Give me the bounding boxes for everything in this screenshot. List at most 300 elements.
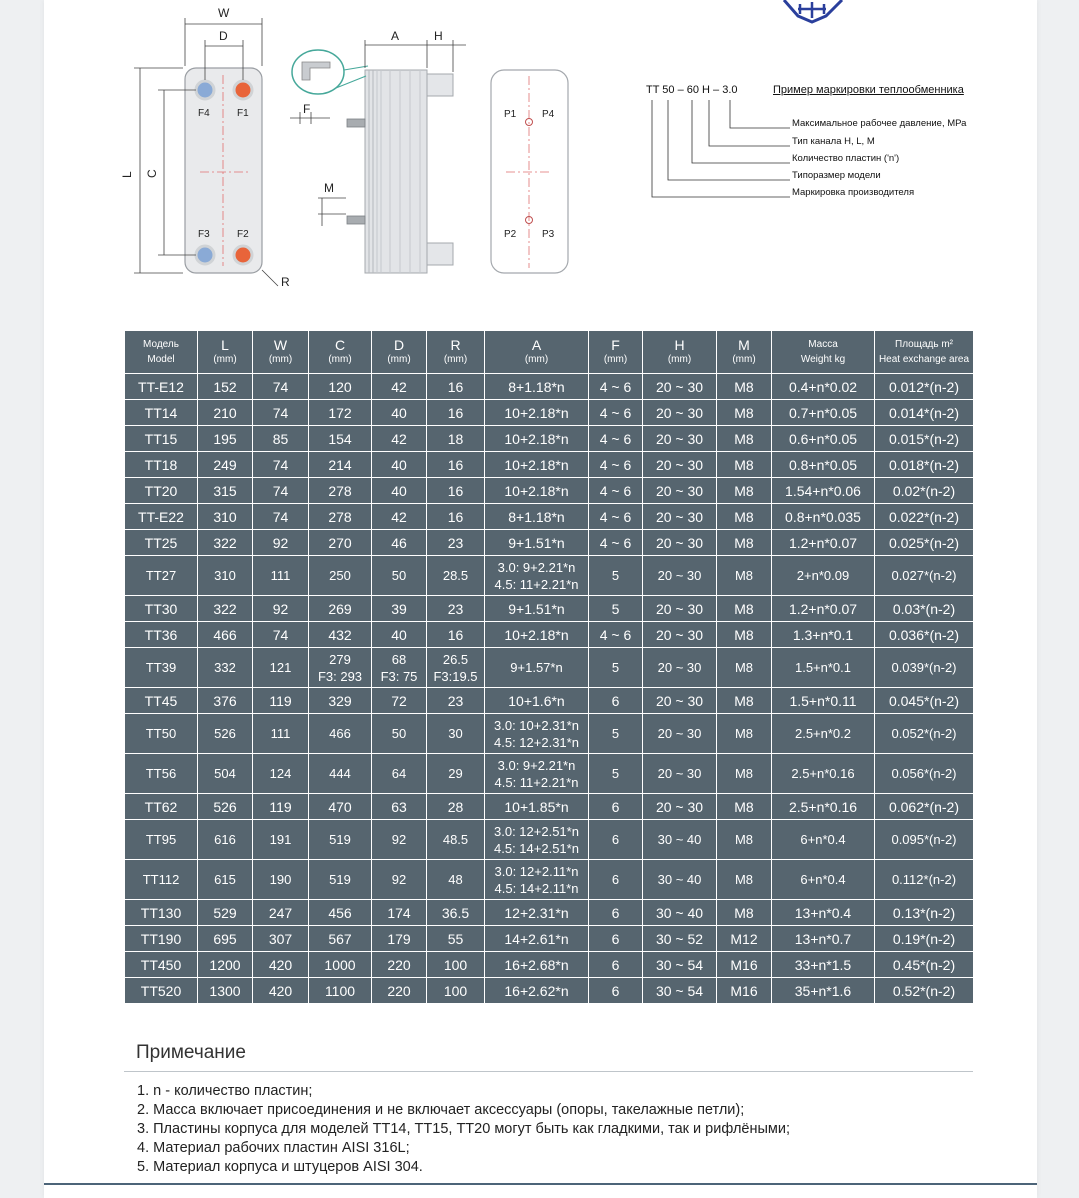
table-row bbox=[125, 794, 974, 820]
table-cell: 6 bbox=[589, 820, 643, 860]
table-cell: 18 bbox=[427, 426, 485, 452]
table-cell: 1.2+n*0.07 bbox=[772, 530, 875, 556]
table-cell: M16 bbox=[717, 978, 772, 1004]
table-cell: 1300 bbox=[198, 978, 253, 1004]
table-cell: 0.02*(n-2) bbox=[875, 478, 974, 504]
table-cell: 5 bbox=[589, 754, 643, 794]
table-cell: 4 ~ 6 bbox=[589, 400, 643, 426]
table-cell bbox=[485, 714, 589, 754]
column-header-title: M bbox=[738, 337, 750, 353]
table-cell-line: 3.0: 12+2.11*n bbox=[494, 863, 579, 879]
table-cell: 85 bbox=[253, 426, 309, 452]
table-cell: 16 bbox=[427, 400, 485, 426]
table-cell: 2.5+n*0.16 bbox=[772, 754, 875, 794]
column-header bbox=[772, 331, 875, 374]
port-label-p4: P4 bbox=[542, 109, 555, 120]
port-label-p2: P2 bbox=[504, 229, 517, 240]
table-cell: 39 bbox=[372, 596, 427, 622]
table-cell: M12 bbox=[717, 926, 772, 952]
column-header bbox=[198, 331, 253, 374]
marking-item-pressure: Максимальное рабочее давление, МРа bbox=[792, 118, 967, 129]
table-cell: 74 bbox=[253, 622, 309, 648]
table-cell: 6+n*0.4 bbox=[772, 820, 875, 860]
table-cell-line: 3.0: 9+2.21*n bbox=[497, 757, 576, 773]
table-cell: 5 bbox=[589, 714, 643, 754]
table-cell: 20 ~ 30 bbox=[643, 622, 717, 648]
table-cell: 74 bbox=[253, 374, 309, 400]
table-cell: 6 bbox=[589, 794, 643, 820]
marking-item-plates: Количество пластин ('n') bbox=[792, 153, 900, 164]
table-cell: 74 bbox=[253, 478, 309, 504]
table-cell: 0.045*(n-2) bbox=[875, 688, 974, 714]
table-cell: 10+2.18*n bbox=[485, 478, 589, 504]
table-cell: 220 bbox=[372, 978, 427, 1004]
marking-example bbox=[646, 84, 986, 214]
table-cell: 0.095*(n-2) bbox=[875, 820, 974, 860]
model-cell: TT30 bbox=[125, 596, 198, 622]
column-header-title: A bbox=[531, 337, 542, 353]
table-cell: M8 bbox=[717, 688, 772, 714]
table-cell-line: 3.0: 9+2.21*n bbox=[497, 559, 576, 575]
table-cell: 0.03*(n-2) bbox=[875, 596, 974, 622]
table-cell: 72 bbox=[372, 688, 427, 714]
port-label-f1: F1 bbox=[237, 108, 249, 119]
specifications-table bbox=[124, 330, 974, 1004]
brand-logo bbox=[784, 0, 842, 22]
table-cell: 20 ~ 30 bbox=[643, 714, 717, 754]
table-cell: 278 bbox=[309, 478, 372, 504]
table-cell: 9+1.57*n bbox=[485, 648, 589, 688]
table-cell: 195 bbox=[198, 426, 253, 452]
table-cell: M8 bbox=[717, 714, 772, 754]
table-cell: 152 bbox=[198, 374, 253, 400]
marking-item-channel: Тип канала H, L, M bbox=[792, 136, 875, 147]
table-cell: 5 bbox=[589, 556, 643, 596]
column-header-title: Масса bbox=[808, 339, 838, 350]
table-cell: 10+2.18*n bbox=[485, 400, 589, 426]
table-cell: 40 bbox=[372, 478, 427, 504]
table-cell: 615 bbox=[198, 860, 253, 900]
notes-list bbox=[137, 1082, 790, 1177]
table-cell: 529 bbox=[198, 900, 253, 926]
table-cell: 40 bbox=[372, 622, 427, 648]
table-row bbox=[125, 952, 974, 978]
model-cell: TT190 bbox=[125, 926, 198, 952]
table-cell: 20 ~ 30 bbox=[643, 530, 717, 556]
table-cell: 456 bbox=[309, 900, 372, 926]
model-cell: TT27 bbox=[125, 556, 198, 596]
table-cell: 20 ~ 30 bbox=[643, 452, 717, 478]
table-cell-line: 3.0: 12+2.51*n bbox=[494, 823, 579, 839]
column-header-unit: Heat exchange area bbox=[878, 354, 970, 365]
dim-label-a: A bbox=[391, 29, 400, 43]
table-cell: 4 ~ 6 bbox=[589, 452, 643, 478]
column-header-title: Площадь m² bbox=[895, 339, 953, 350]
table-cell: 278 bbox=[309, 504, 372, 530]
table-cell: 92 bbox=[372, 820, 427, 860]
table-cell: 42 bbox=[372, 426, 427, 452]
column-header-title: W bbox=[273, 337, 288, 353]
table-cell: 16+2.62*n bbox=[485, 978, 589, 1004]
table-cell: 20 ~ 30 bbox=[643, 400, 717, 426]
table-cell: 20 ~ 30 bbox=[643, 754, 717, 794]
table-row bbox=[125, 900, 974, 926]
table-cell: 270 bbox=[309, 530, 372, 556]
table-cell: 20 ~ 30 bbox=[643, 596, 717, 622]
table-cell: 214 bbox=[309, 452, 372, 478]
column-header bbox=[427, 331, 485, 374]
table-row bbox=[125, 860, 974, 900]
table-cell: 92 bbox=[372, 860, 427, 900]
table-cell-line: 4.5: 12+2.31*n bbox=[494, 734, 579, 750]
table-cell: 64 bbox=[372, 754, 427, 794]
table-header-row bbox=[125, 331, 974, 374]
back-view-drawing bbox=[491, 70, 568, 273]
table-cell: 250 bbox=[309, 556, 372, 596]
table-cell-line: 4.5: 11+2.21*n bbox=[494, 774, 579, 790]
table-cell: M8 bbox=[717, 504, 772, 530]
table-cell: M8 bbox=[717, 400, 772, 426]
table-cell-line: 4.5: 14+2.51*n bbox=[494, 840, 579, 856]
marking-item-manufacturer: Маркировка производителя bbox=[792, 187, 915, 198]
table-cell: 16 bbox=[427, 622, 485, 648]
table-cell: 332 bbox=[198, 648, 253, 688]
table-cell: 310 bbox=[198, 504, 253, 530]
model-cell: TT15 bbox=[125, 426, 198, 452]
table-cell: 23 bbox=[427, 688, 485, 714]
column-header-title: H bbox=[674, 337, 685, 353]
table-cell: 2.5+n*0.16 bbox=[772, 794, 875, 820]
column-header-title: F bbox=[611, 337, 620, 353]
table-cell: 616 bbox=[198, 820, 253, 860]
table-cell: 0.13*(n-2) bbox=[875, 900, 974, 926]
notes-divider bbox=[124, 1071, 973, 1072]
table-cell: M8 bbox=[717, 860, 772, 900]
table-row bbox=[125, 478, 974, 504]
table-cell: 526 bbox=[198, 794, 253, 820]
note-item: 5. Материал корпуса и штуцеров AISI 304. bbox=[137, 1159, 423, 1175]
table-body bbox=[125, 374, 974, 1004]
table-cell-line: F3: 75 bbox=[380, 668, 418, 684]
table-cell: 20 ~ 30 bbox=[643, 794, 717, 820]
table-cell: 0.056*(n-2) bbox=[875, 754, 974, 794]
table-cell: 0.19*(n-2) bbox=[875, 926, 974, 952]
table-cell: 466 bbox=[198, 622, 253, 648]
table-cell: 322 bbox=[198, 530, 253, 556]
table-cell: 0.014*(n-2) bbox=[875, 400, 974, 426]
table-cell: 111 bbox=[253, 714, 309, 754]
table-cell: 33+n*1.5 bbox=[772, 952, 875, 978]
port-label-p3: P3 bbox=[542, 229, 555, 240]
side-view-drawing bbox=[290, 29, 466, 273]
table-cell: 0.027*(n-2) bbox=[875, 556, 974, 596]
table-cell bbox=[485, 556, 589, 596]
table-row bbox=[125, 978, 974, 1004]
table-cell: 0.062*(n-2) bbox=[875, 794, 974, 820]
table-cell: 100 bbox=[427, 952, 485, 978]
table-cell: 40 bbox=[372, 400, 427, 426]
table-cell: 1200 bbox=[198, 952, 253, 978]
table-cell: M8 bbox=[717, 900, 772, 926]
note-item: 3. Пластины корпуса для моделей ТТ14, ТТ15, ТТ20 могут быть как гладкими, так и рифлёными; bbox=[137, 1121, 791, 1137]
model-cell: TT130 bbox=[125, 900, 198, 926]
model-cell: TT450 bbox=[125, 952, 198, 978]
table-cell: 174 bbox=[372, 900, 427, 926]
column-header bbox=[372, 331, 427, 374]
table-cell: 0.052*(n-2) bbox=[875, 714, 974, 754]
table-row bbox=[125, 426, 974, 452]
table-cell: 29 bbox=[427, 754, 485, 794]
table-cell: 470 bbox=[309, 794, 372, 820]
table-cell: 249 bbox=[198, 452, 253, 478]
table-cell: 30 ~ 40 bbox=[643, 900, 717, 926]
table-row bbox=[125, 622, 974, 648]
table-cell: 119 bbox=[253, 794, 309, 820]
table-cell: 35+n*1.6 bbox=[772, 978, 875, 1004]
column-header-unit: (mm) bbox=[732, 354, 756, 365]
table-cell: 8+1.18*n bbox=[485, 374, 589, 400]
model-cell: TT62 bbox=[125, 794, 198, 820]
table-row bbox=[125, 926, 974, 952]
table-cell: 0.8+n*0.035 bbox=[772, 504, 875, 530]
table-cell: 23 bbox=[427, 596, 485, 622]
table-cell: M8 bbox=[717, 374, 772, 400]
table-cell: 55 bbox=[427, 926, 485, 952]
table-cell: 30 ~ 54 bbox=[643, 952, 717, 978]
marking-caption: Пример маркировки теплообменника bbox=[773, 84, 964, 96]
table-cell: 40 bbox=[372, 452, 427, 478]
column-header-title: C bbox=[334, 337, 346, 353]
table-cell: M16 bbox=[717, 952, 772, 978]
table-cell bbox=[427, 648, 485, 688]
column-header-unit: (mm) bbox=[387, 354, 411, 365]
model-cell: TT36 bbox=[125, 622, 198, 648]
table-cell: 0.015*(n-2) bbox=[875, 426, 974, 452]
table-cell: 42 bbox=[372, 374, 427, 400]
table-cell: 0.018*(n-2) bbox=[875, 452, 974, 478]
table-cell: 42 bbox=[372, 504, 427, 530]
table-cell: 119 bbox=[253, 688, 309, 714]
table-cell: 220 bbox=[372, 952, 427, 978]
table-cell-line: F3:19.5 bbox=[433, 668, 478, 684]
table-cell: 4 ~ 6 bbox=[589, 530, 643, 556]
dim-label-c: C bbox=[145, 169, 159, 178]
table-cell: 28.5 bbox=[427, 556, 485, 596]
column-header-unit: (mm) bbox=[524, 354, 549, 365]
column-header bbox=[253, 331, 309, 374]
model-cell: TT14 bbox=[125, 400, 198, 426]
table-cell: M8 bbox=[717, 622, 772, 648]
table-cell: 191 bbox=[253, 820, 309, 860]
table-cell: 121 bbox=[253, 648, 309, 688]
page-bottom-rule bbox=[44, 1183, 1037, 1185]
table-cell: 695 bbox=[198, 926, 253, 952]
table-cell bbox=[485, 754, 589, 794]
column-header-unit: (mm) bbox=[213, 354, 237, 365]
model-cell: TT18 bbox=[125, 452, 198, 478]
dim-label-m: M bbox=[324, 181, 334, 195]
table-cell-line: 279 bbox=[329, 651, 351, 667]
table-cell: 16 bbox=[427, 478, 485, 504]
table-cell: 0.039*(n-2) bbox=[875, 648, 974, 688]
table-cell: 322 bbox=[198, 596, 253, 622]
table-cell: 8+1.18*n bbox=[485, 504, 589, 530]
table-cell: 6 bbox=[589, 900, 643, 926]
model-cell: TT-E22 bbox=[125, 504, 198, 530]
table-cell: M8 bbox=[717, 530, 772, 556]
front-view-drawing bbox=[120, 6, 290, 289]
table-cell: 36.5 bbox=[427, 900, 485, 926]
table-cell: 10+2.18*n bbox=[485, 622, 589, 648]
dim-label-w: W bbox=[218, 6, 230, 20]
column-header-unit: (mm) bbox=[328, 354, 352, 365]
model-cell: TT112 bbox=[125, 860, 198, 900]
model-cell: TT45 bbox=[125, 688, 198, 714]
port-label-f4: F4 bbox=[198, 108, 210, 119]
table-cell: 6+n*0.4 bbox=[772, 860, 875, 900]
table-cell: 46 bbox=[372, 530, 427, 556]
table-cell: 20 ~ 30 bbox=[643, 556, 717, 596]
table-cell: 432 bbox=[309, 622, 372, 648]
table-cell: 0.022*(n-2) bbox=[875, 504, 974, 530]
table-cell bbox=[485, 860, 589, 900]
column-header-title: R bbox=[450, 337, 461, 353]
table-cell: 6 bbox=[589, 926, 643, 952]
table-cell: 6 bbox=[589, 860, 643, 900]
table-cell: 5 bbox=[589, 648, 643, 688]
table-cell: 420 bbox=[253, 952, 309, 978]
model-cell: TT25 bbox=[125, 530, 198, 556]
table-cell: 376 bbox=[198, 688, 253, 714]
table-cell: 310 bbox=[198, 556, 253, 596]
table-cell: 6 bbox=[589, 978, 643, 1004]
table-cell: M8 bbox=[717, 478, 772, 504]
table-cell: 4 ~ 6 bbox=[589, 426, 643, 452]
table-cell: 30 ~ 40 bbox=[643, 860, 717, 900]
table-cell: M8 bbox=[717, 754, 772, 794]
table-cell: 1000 bbox=[309, 952, 372, 978]
table-cell: 519 bbox=[309, 820, 372, 860]
table-cell: 74 bbox=[253, 504, 309, 530]
table-row bbox=[125, 714, 974, 754]
dim-label-r: R bbox=[281, 275, 290, 289]
table-cell: 329 bbox=[309, 688, 372, 714]
table-cell: 74 bbox=[253, 452, 309, 478]
column-header-unit: Model bbox=[147, 354, 175, 365]
table-cell: 92 bbox=[253, 596, 309, 622]
table-cell: 5 bbox=[589, 596, 643, 622]
column-header bbox=[485, 331, 589, 374]
table-cell: M8 bbox=[717, 596, 772, 622]
column-header-title: Модель bbox=[143, 339, 179, 350]
table-cell: 20 ~ 30 bbox=[643, 478, 717, 504]
table-row bbox=[125, 530, 974, 556]
column-header bbox=[717, 331, 772, 374]
column-header-unit: (mm) bbox=[268, 354, 293, 365]
table-cell: 63 bbox=[372, 794, 427, 820]
column-header-title: L bbox=[221, 337, 229, 353]
table-cell: 519 bbox=[309, 860, 372, 900]
table-cell: 4 ~ 6 bbox=[589, 478, 643, 504]
model-cell: TT50 bbox=[125, 714, 198, 754]
table-cell-line: 4.5: 11+2.21*n bbox=[494, 576, 579, 592]
port-label-f2: F2 bbox=[237, 229, 249, 240]
model-cell: TT39 bbox=[125, 648, 198, 688]
table-cell: 567 bbox=[309, 926, 372, 952]
note-item: 2. Масса включает присоединения и не включает аксессуары (опоры, такелажные петли); bbox=[137, 1102, 745, 1118]
model-cell: TT20 bbox=[125, 478, 198, 504]
table-cell: 23 bbox=[427, 530, 485, 556]
table-cell: 1100 bbox=[309, 978, 372, 1004]
table-cell-line: 68 bbox=[391, 651, 407, 667]
table-cell: 92 bbox=[253, 530, 309, 556]
dim-label-f: F bbox=[303, 102, 311, 116]
table-row bbox=[125, 688, 974, 714]
table-cell: 315 bbox=[198, 478, 253, 504]
table-cell: 111 bbox=[253, 556, 309, 596]
model-cell: TT520 bbox=[125, 978, 198, 1004]
table-cell: 6 bbox=[589, 688, 643, 714]
table-cell: 504 bbox=[198, 754, 253, 794]
table-row bbox=[125, 504, 974, 530]
table-cell: 0.025*(n-2) bbox=[875, 530, 974, 556]
column-header-title: D bbox=[393, 337, 405, 353]
column-header-unit: Weight kg bbox=[800, 354, 846, 365]
table-row bbox=[125, 556, 974, 596]
table-cell: 6 bbox=[589, 952, 643, 978]
table-cell: 13+n*0.4 bbox=[772, 900, 875, 926]
table-cell: M8 bbox=[717, 794, 772, 820]
dim-label-l: L bbox=[120, 171, 134, 178]
table-cell: 20 ~ 30 bbox=[643, 504, 717, 530]
table-cell: 190 bbox=[253, 860, 309, 900]
dim-label-h: H bbox=[434, 29, 443, 43]
table-cell: 0.52*(n-2) bbox=[875, 978, 974, 1004]
marking-item-model: Типоразмер модели bbox=[792, 170, 881, 181]
model-cell: TT-E12 bbox=[125, 374, 198, 400]
note-item: 1. n - количество пластин; bbox=[137, 1083, 313, 1099]
table-cell: M8 bbox=[717, 648, 772, 688]
table-row bbox=[125, 452, 974, 478]
table-cell: 10+1.6*n bbox=[485, 688, 589, 714]
notes-title: Примечание bbox=[136, 1042, 246, 1063]
table-cell: 1.5+n*0.1 bbox=[772, 648, 875, 688]
table-cell: 0.7+n*0.05 bbox=[772, 400, 875, 426]
table-cell: 0.45*(n-2) bbox=[875, 952, 974, 978]
table-cell: 1.3+n*0.1 bbox=[772, 622, 875, 648]
table-cell: 1.54+n*0.06 bbox=[772, 478, 875, 504]
table-cell: 74 bbox=[253, 400, 309, 426]
table-cell: 247 bbox=[253, 900, 309, 926]
table-cell: 16 bbox=[427, 452, 485, 478]
table-cell: 48 bbox=[427, 860, 485, 900]
table-cell: 1.5+n*0.11 bbox=[772, 688, 875, 714]
column-header bbox=[125, 331, 198, 374]
dim-label-d: D bbox=[219, 29, 228, 43]
table-cell: 2.5+n*0.2 bbox=[772, 714, 875, 754]
table-cell: 4 ~ 6 bbox=[589, 374, 643, 400]
table-cell: 16+2.68*n bbox=[485, 952, 589, 978]
table-cell: 10+1.85*n bbox=[485, 794, 589, 820]
table-row bbox=[125, 374, 974, 400]
table-cell: 526 bbox=[198, 714, 253, 754]
column-header bbox=[643, 331, 717, 374]
table-cell: 50 bbox=[372, 714, 427, 754]
table-cell: 0.6+n*0.05 bbox=[772, 426, 875, 452]
column-header bbox=[589, 331, 643, 374]
table-cell: 20 ~ 30 bbox=[643, 374, 717, 400]
table-cell: 12+2.31*n bbox=[485, 900, 589, 926]
